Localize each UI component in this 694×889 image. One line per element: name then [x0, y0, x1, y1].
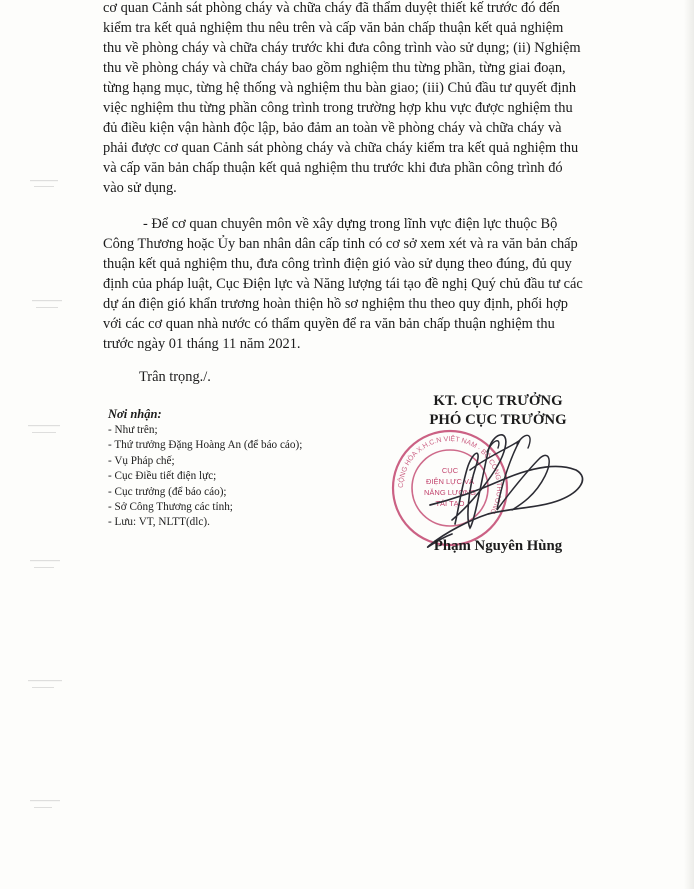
- recipients-title: Nơi nhận:: [108, 407, 162, 421]
- text-line: phải được cơ quan Cảnh sát phòng cháy và chữa cháy kiểm tra kết quả nghiệm thu: [103, 140, 579, 156]
- signature-title-2: PHÓ CỤC TRƯỞNG: [429, 412, 567, 428]
- text-line: đủ điều kiện vận hành độc lập, bảo đảm an toàn về phòng cháy và chữa cháy và: [103, 120, 562, 136]
- seal-center-line: TÁI TẠO: [435, 499, 465, 508]
- closing-text: Trân trọng./.: [139, 369, 211, 385]
- text-line: kiểm tra kết quả nghiệm thu nêu trên và cấp văn bản chấp thuận kết quả nghiệm: [103, 20, 564, 36]
- text-line: cơ quan Cảnh sát phòng cháy và chữa cháy đã thẩm duyệt thiết kế trước đó đến: [103, 0, 560, 16]
- recipients-list: [108, 423, 302, 531]
- signature-title-1: KT. CỤC TRƯỞNG: [433, 393, 563, 409]
- recipient-item: - Cục Điều tiết điện lực;: [108, 470, 217, 483]
- text-line: việc nghiệm thu từng phần công trình trong trường hợp khu vực được nghiệm thu: [103, 100, 573, 116]
- signer-name: Phạm Nguyên Hùng: [433, 538, 563, 554]
- text-line: thu về phòng cháy và chữa cháy trước khi đưa công trình vào sử dụng; (ii) Nghiệm: [103, 40, 581, 56]
- official-seal-icon: [390, 428, 510, 548]
- recipient-item: - Lưu: VT, NLTT(dlc).: [108, 516, 210, 529]
- text-line: Công Thương hoặc Ủy ban nhân dân cấp tỉnh có cơ sở xem xét và ra văn bản chấp: [103, 236, 578, 252]
- text-line: định của pháp luật, Cục Điện lực và Năng lượng tái tạo đề nghị Quý chủ đầu tư các: [103, 276, 583, 292]
- recipient-item: - Thứ trưởng Đặng Hoàng An (để báo cáo);: [108, 439, 303, 452]
- text-line: với các cơ quan nhà nước có thẩm quyền để ra văn bản chấp thuận nghiệm thu: [103, 316, 555, 332]
- text-line: từng hạng mục, từng hệ thống và nghiệm thu bàn giao; (iii) Chủ đầu tư quyết định: [103, 80, 577, 96]
- text-line: - Để cơ quan chuyên môn về xây dựng trong lĩnh vực điện lực thuộc Bộ: [143, 216, 558, 232]
- text-line: thu về phòng cháy và chữa cháy bao gồm nghiệm thu từng phần, từng giai đoạn,: [103, 60, 566, 76]
- seal-ring-text: CỘNG HÒA X.H.C.N VIỆT NAM · BỘ CÔNG THƯƠNG: [397, 435, 503, 516]
- text-line: và cấp văn bản chấp thuận kết quả nghiệm thu trước khi đưa phần công trình đó: [103, 160, 563, 176]
- seal-center-line: CỤC: [441, 466, 459, 475]
- seal-center-line: NĂNG LƯỢNG: [423, 488, 477, 497]
- scan-smudge-marks: [20, 160, 80, 860]
- text-line: vào sử dụng.: [103, 180, 177, 196]
- text-line: dự án điện gió khẩn trương hoàn thiện hồ sơ nghiệm thu theo quy định, phối hợp: [103, 296, 568, 312]
- text-line: thuận kết quả nghiệm thu, đưa công trình điện gió vào sử dụng theo đúng, đủ quy: [103, 256, 572, 272]
- recipient-item: - Vụ Pháp chế;: [108, 454, 175, 467]
- paragraph-1: [103, 0, 658, 198]
- recipient-item: - Cục trưởng (để báo cáo);: [108, 485, 227, 498]
- seal-center-line: ĐIỆN LỰC VÀ: [425, 477, 475, 486]
- paragraph-2: [103, 214, 658, 354]
- recipient-item: - Sở Công Thương các tỉnh;: [108, 501, 233, 514]
- recipient-item: - Như trên;: [108, 424, 158, 436]
- text-line: trước ngày 01 tháng 11 năm 2021.: [103, 336, 301, 352]
